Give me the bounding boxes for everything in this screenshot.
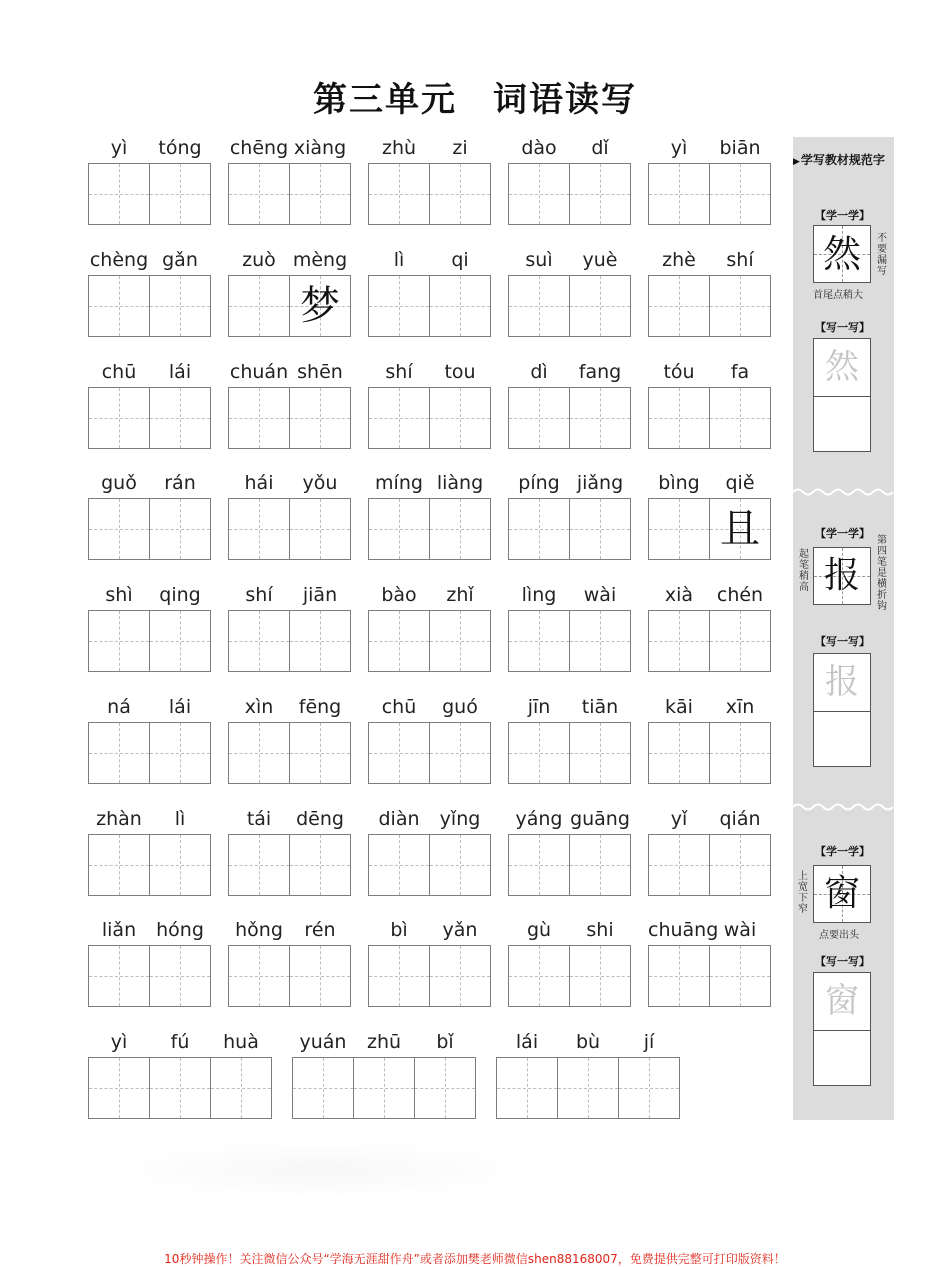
pinyin-syllable: qián [719, 808, 761, 830]
writing-box[interactable] [429, 275, 491, 337]
pinyin-syllable: bǐ [436, 1031, 454, 1053]
pinyin-syllable: zhè [662, 249, 696, 271]
learn-char-box [813, 225, 871, 283]
tianzige-boxes [648, 722, 771, 784]
pinyin-syllable: chēng [229, 137, 289, 159]
writing-box[interactable] [569, 498, 631, 560]
pinyin-syllable: guāng [570, 808, 630, 830]
pinyin-syllable: chén [716, 584, 764, 606]
writing-box[interactable] [228, 945, 290, 1007]
writing-box[interactable] [210, 1057, 272, 1119]
pinyin-syllable: chèng [89, 249, 149, 271]
writing-box[interactable] [557, 1057, 619, 1119]
wavy-divider [793, 801, 894, 813]
writing-box[interactable] [228, 610, 290, 672]
pinyin-syllable: liàng [436, 472, 484, 494]
tianzige-boxes [228, 387, 351, 449]
tianzige-boxes [508, 498, 631, 560]
writing-box[interactable] [618, 1057, 680, 1119]
learn-char: 然 [822, 232, 861, 276]
pinyin-syllable: zi [452, 137, 468, 159]
note-left: 起笔稍高 [799, 549, 809, 593]
writing-box[interactable] [508, 498, 570, 560]
pinyin-syllable: yì [110, 137, 128, 159]
pinyin-syllable: yuán [299, 1031, 347, 1053]
note-below: 点要出头 [819, 930, 859, 941]
pinyin-syllable: huà [223, 1031, 259, 1053]
tianzige-boxes [508, 834, 631, 896]
writing-box[interactable] [149, 275, 211, 337]
pinyin-syllable: diàn [378, 808, 420, 830]
writing-box[interactable] [149, 498, 211, 560]
writing-box[interactable] [429, 498, 491, 560]
writing-box[interactable] [88, 163, 150, 225]
writing-box[interactable] [648, 945, 710, 1007]
tianzige-boxes [648, 834, 771, 896]
pinyin-syllable: xīn [725, 696, 755, 718]
tianzige-boxes [508, 610, 631, 672]
pinyin-syllable: shēn [297, 361, 343, 383]
pinyin-syllable: lái [168, 361, 192, 383]
writing-box[interactable] [709, 722, 771, 784]
writing-box[interactable] [88, 722, 150, 784]
pinyin-syllable: wài [583, 584, 617, 606]
writing-box[interactable] [228, 498, 290, 560]
pinyin-syllable: zhǐ [446, 584, 474, 606]
writing-box[interactable] [569, 722, 631, 784]
writing-box[interactable] [648, 498, 710, 560]
tianzige-boxes [228, 610, 351, 672]
pinyin-syllable: shí [726, 249, 754, 271]
writing-box[interactable] [709, 945, 771, 1007]
sidebar-header [793, 151, 894, 168]
write-label: 【写一写】 [815, 955, 870, 968]
pinyin-syllable: lì [393, 249, 405, 271]
tianzige-boxes [648, 610, 771, 672]
tianzige-boxes [228, 945, 351, 1007]
writing-box[interactable] [648, 275, 710, 337]
pinyin-syllable: shi [586, 919, 614, 941]
pinyin-syllable: fēng [298, 696, 342, 718]
triangle-marker-icon: ▶ [793, 157, 800, 167]
pinyin-syllable: wài [723, 919, 757, 941]
writing-box[interactable] [429, 163, 491, 225]
written-char: 且 [720, 506, 760, 552]
tianzige-boxes [88, 498, 211, 560]
writing-box[interactable] [292, 1057, 354, 1119]
pinyin-syllable: bù [575, 1031, 601, 1053]
pinyin-syllable: dǐ [591, 137, 609, 159]
writing-box[interactable] [289, 498, 351, 560]
writing-box[interactable] [429, 387, 491, 449]
tianzige-boxes [496, 1057, 680, 1119]
learn-label: 【学一学】 [815, 845, 870, 858]
pinyin-syllable: yǐ [670, 808, 688, 830]
pinyin-syllable: lì [174, 808, 186, 830]
pinyin-syllable: dì [530, 361, 548, 383]
writing-box[interactable] [429, 834, 491, 896]
pinyin-syllable: kāi [665, 696, 693, 718]
sidebar-header-text: 学写教材规范字 [800, 153, 885, 167]
writing-box[interactable] [289, 945, 351, 1007]
writing-box[interactable] [648, 610, 710, 672]
written-char: 梦 [300, 283, 340, 329]
pinyin-syllable: lái [168, 696, 192, 718]
tianzige-boxes [368, 387, 491, 449]
writing-box[interactable] [709, 387, 771, 449]
note-left: 上宽下窄 [798, 871, 808, 915]
pinyin-syllable: xìn [244, 696, 274, 718]
tianzige-boxes [648, 163, 771, 225]
pinyin-syllable: gǎn [162, 249, 198, 271]
tianzige-boxes [368, 275, 491, 337]
pinyin-syllable: yì [110, 1031, 128, 1053]
writing-box[interactable] [368, 163, 430, 225]
writing-box[interactable] [414, 1057, 476, 1119]
writing-box[interactable] [368, 610, 430, 672]
pinyin-syllable: fú [170, 1031, 190, 1053]
tianzige-boxes [368, 945, 491, 1007]
scan-smudge [100, 1140, 540, 1200]
writing-box[interactable] [149, 610, 211, 672]
trace-char: 报 [825, 662, 859, 702]
pinyin-syllable: gù [526, 919, 552, 941]
learn-char-box [813, 547, 871, 605]
tianzige-boxes [228, 834, 351, 896]
pinyin-syllable: hái [244, 472, 274, 494]
writing-box[interactable] [149, 387, 211, 449]
pinyin-syllable: liǎn [101, 919, 137, 941]
writing-box[interactable] [88, 387, 150, 449]
writing-box[interactable] [228, 722, 290, 784]
learn-char: 窗 [823, 873, 860, 914]
write-char-box[interactable] [813, 653, 871, 767]
writing-box[interactable] [289, 722, 351, 784]
standard-characters-panel [793, 137, 894, 1120]
writing-box[interactable] [429, 945, 491, 1007]
writing-box[interactable] [289, 387, 351, 449]
pinyin-syllable: tóu [663, 361, 695, 383]
trace-char: 然 [825, 347, 859, 387]
writing-box[interactable] [289, 275, 351, 337]
tianzige-boxes [648, 498, 771, 560]
pinyin-syllable: lìng [521, 584, 557, 606]
tianzige-boxes [88, 1057, 272, 1119]
writing-box[interactable] [569, 275, 631, 337]
writing-box[interactable] [368, 945, 430, 1007]
pinyin-syllable: shì [105, 584, 133, 606]
note-right: 不要漏写 [877, 233, 887, 277]
tianzige-boxes [228, 498, 351, 560]
writing-box[interactable] [149, 945, 211, 1007]
pinyin-syllable: fa [730, 361, 750, 383]
writing-box[interactable] [88, 834, 150, 896]
writing-box[interactable] [353, 1057, 415, 1119]
tianzige-boxes [508, 387, 631, 449]
writing-box[interactable] [228, 834, 290, 896]
tianzige-boxes [88, 722, 211, 784]
writing-box[interactable] [648, 722, 710, 784]
writing-box[interactable] [709, 275, 771, 337]
tianzige-boxes [648, 387, 771, 449]
pinyin-syllable: suì [525, 249, 553, 271]
writing-box[interactable] [569, 945, 631, 1007]
tianzige-boxes [88, 945, 211, 1007]
learn-char: 报 [823, 555, 860, 596]
tianzige-boxes [88, 163, 211, 225]
pinyin-syllable: rán [164, 472, 196, 494]
pinyin-syllable: jiǎng [576, 472, 624, 494]
pinyin-syllable: míng [375, 472, 423, 494]
pinyin-syllable: yǒu [302, 472, 338, 494]
tianzige-boxes [228, 275, 351, 337]
note-right: 第四笔是横折钩 [877, 535, 887, 612]
writing-box[interactable] [709, 498, 771, 560]
write-char-box[interactable] [813, 972, 871, 1086]
pinyin-syllable: tiān [581, 696, 619, 718]
pinyin-syllable: xiàng [293, 137, 347, 159]
writing-box[interactable] [149, 1057, 211, 1119]
tianzige-boxes [228, 163, 351, 225]
writing-box[interactable] [228, 387, 290, 449]
pinyin-syllable: shí [245, 584, 273, 606]
writing-box[interactable] [429, 722, 491, 784]
tianzige-boxes [508, 722, 631, 784]
tianzige-boxes [368, 834, 491, 896]
writing-box[interactable] [368, 498, 430, 560]
writing-box[interactable] [709, 163, 771, 225]
writing-box[interactable] [569, 834, 631, 896]
writing-box[interactable] [429, 610, 491, 672]
writing-box[interactable] [569, 163, 631, 225]
pinyin-syllable: chū [101, 361, 137, 383]
tianzige-boxes [88, 610, 211, 672]
write-label: 【写一写】 [815, 635, 870, 648]
learn-label: 【学一学】 [815, 527, 870, 540]
writing-box[interactable] [648, 163, 710, 225]
pinyin-syllable: píng [518, 472, 560, 494]
tianzige-boxes [508, 945, 631, 1007]
tianzige-boxes [88, 275, 211, 337]
pinyin-syllable: guǒ [101, 472, 137, 494]
pinyin-syllable: yǐng [439, 808, 481, 830]
writing-box[interactable] [88, 275, 150, 337]
tianzige-boxes [292, 1057, 476, 1119]
pinyin-syllable: zhū [366, 1031, 402, 1053]
pinyin-syllable: chū [381, 696, 417, 718]
writing-box[interactable] [368, 834, 430, 896]
pinyin-syllable: jīn [527, 696, 551, 718]
pinyin-syllable: lái [515, 1031, 539, 1053]
tianzige-boxes [368, 498, 491, 560]
tianzige-boxes [88, 387, 211, 449]
trace-char: 窗 [825, 981, 859, 1021]
pinyin-syllable: yuè [582, 249, 618, 271]
note-below: 首尾点稍大 [813, 290, 863, 301]
learn-label: 【学一学】 [815, 209, 870, 222]
pinyin-syllable: ná [107, 696, 131, 718]
writing-box[interactable] [709, 834, 771, 896]
footer-notice: 10秒钟操作！关注微信公众号“学海无涯甜作舟”或者添加樊老师微信shen88168007，免费提供完整可打印版资料！ [164, 1252, 786, 1266]
pinyin-syllable: zuò [242, 249, 276, 271]
writing-box[interactable] [289, 610, 351, 672]
writing-box[interactable] [496, 1057, 558, 1119]
writing-box[interactable] [149, 163, 211, 225]
pinyin-syllable: rén [304, 919, 336, 941]
tianzige-boxes [368, 610, 491, 672]
writing-box[interactable] [508, 610, 570, 672]
pinyin-syllable: chuāng [648, 919, 719, 941]
tianzige-boxes [508, 163, 631, 225]
pinyin-syllable: shí [385, 361, 413, 383]
pinyin-syllable: qing [159, 584, 201, 606]
writing-box[interactable] [88, 945, 150, 1007]
writing-box[interactable] [508, 275, 570, 337]
pinyin-syllable: hǒng [235, 919, 283, 941]
writing-box[interactable] [569, 610, 631, 672]
pinyin-syllable: dào [521, 137, 557, 159]
pinyin-syllable: mèng [292, 249, 348, 271]
tianzige-boxes [368, 163, 491, 225]
pinyin-syllable: qi [451, 249, 469, 271]
pinyin-syllable: zhàn [96, 808, 142, 830]
writing-box[interactable] [88, 498, 150, 560]
tianzige-boxes [648, 945, 771, 1007]
writing-box[interactable] [88, 610, 150, 672]
page-title: 第三单元 词语读写 [313, 80, 637, 120]
pinyin-syllable: hóng [156, 919, 204, 941]
writing-box[interactable] [289, 163, 351, 225]
pinyin-syllable: tóng [158, 137, 202, 159]
learn-char-box [813, 865, 871, 923]
writing-box[interactable] [228, 275, 290, 337]
writing-box[interactable] [228, 163, 290, 225]
pinyin-syllable: yì [670, 137, 688, 159]
pinyin-syllable: chuán [229, 361, 289, 383]
writing-box[interactable] [289, 834, 351, 896]
write-label: 【写一写】 [815, 321, 870, 334]
pinyin-syllable: zhù [381, 137, 417, 159]
writing-box[interactable] [709, 610, 771, 672]
writing-box[interactable] [368, 275, 430, 337]
writing-box[interactable] [648, 834, 710, 896]
pinyin-syllable: bì [390, 919, 408, 941]
pinyin-syllable: jí [643, 1031, 655, 1053]
pinyin-syllable: tou [444, 361, 476, 383]
writing-box[interactable] [149, 722, 211, 784]
writing-box[interactable] [508, 163, 570, 225]
writing-box[interactable] [569, 387, 631, 449]
writing-box[interactable] [88, 1057, 150, 1119]
tianzige-boxes [368, 722, 491, 784]
pinyin-syllable: yǎn [442, 919, 478, 941]
tianzige-boxes [228, 722, 351, 784]
pinyin-syllable: qiě [725, 472, 755, 494]
writing-box[interactable] [508, 945, 570, 1007]
writing-box[interactable] [648, 387, 710, 449]
pinyin-syllable: biān [719, 137, 761, 159]
pinyin-syllable: dēng [296, 808, 344, 830]
pinyin-syllable: tái [246, 808, 272, 830]
pinyin-syllable: guó [442, 696, 478, 718]
writing-box[interactable] [368, 387, 430, 449]
writing-box[interactable] [368, 722, 430, 784]
pinyin-syllable: bào [381, 584, 417, 606]
pinyin-syllable: jiān [302, 584, 338, 606]
tianzige-boxes [648, 275, 771, 337]
tianzige-boxes [508, 275, 631, 337]
write-char-box[interactable] [813, 338, 871, 452]
writing-box[interactable] [508, 834, 570, 896]
writing-box[interactable] [149, 834, 211, 896]
pinyin-syllable: yáng [515, 808, 563, 830]
writing-box[interactable] [508, 722, 570, 784]
pinyin-syllable: xià [664, 584, 694, 606]
tianzige-boxes [88, 834, 211, 896]
pinyin-syllable: bìng [658, 472, 700, 494]
wavy-divider [793, 486, 894, 498]
pinyin-syllable: fang [578, 361, 622, 383]
writing-box[interactable] [508, 387, 570, 449]
